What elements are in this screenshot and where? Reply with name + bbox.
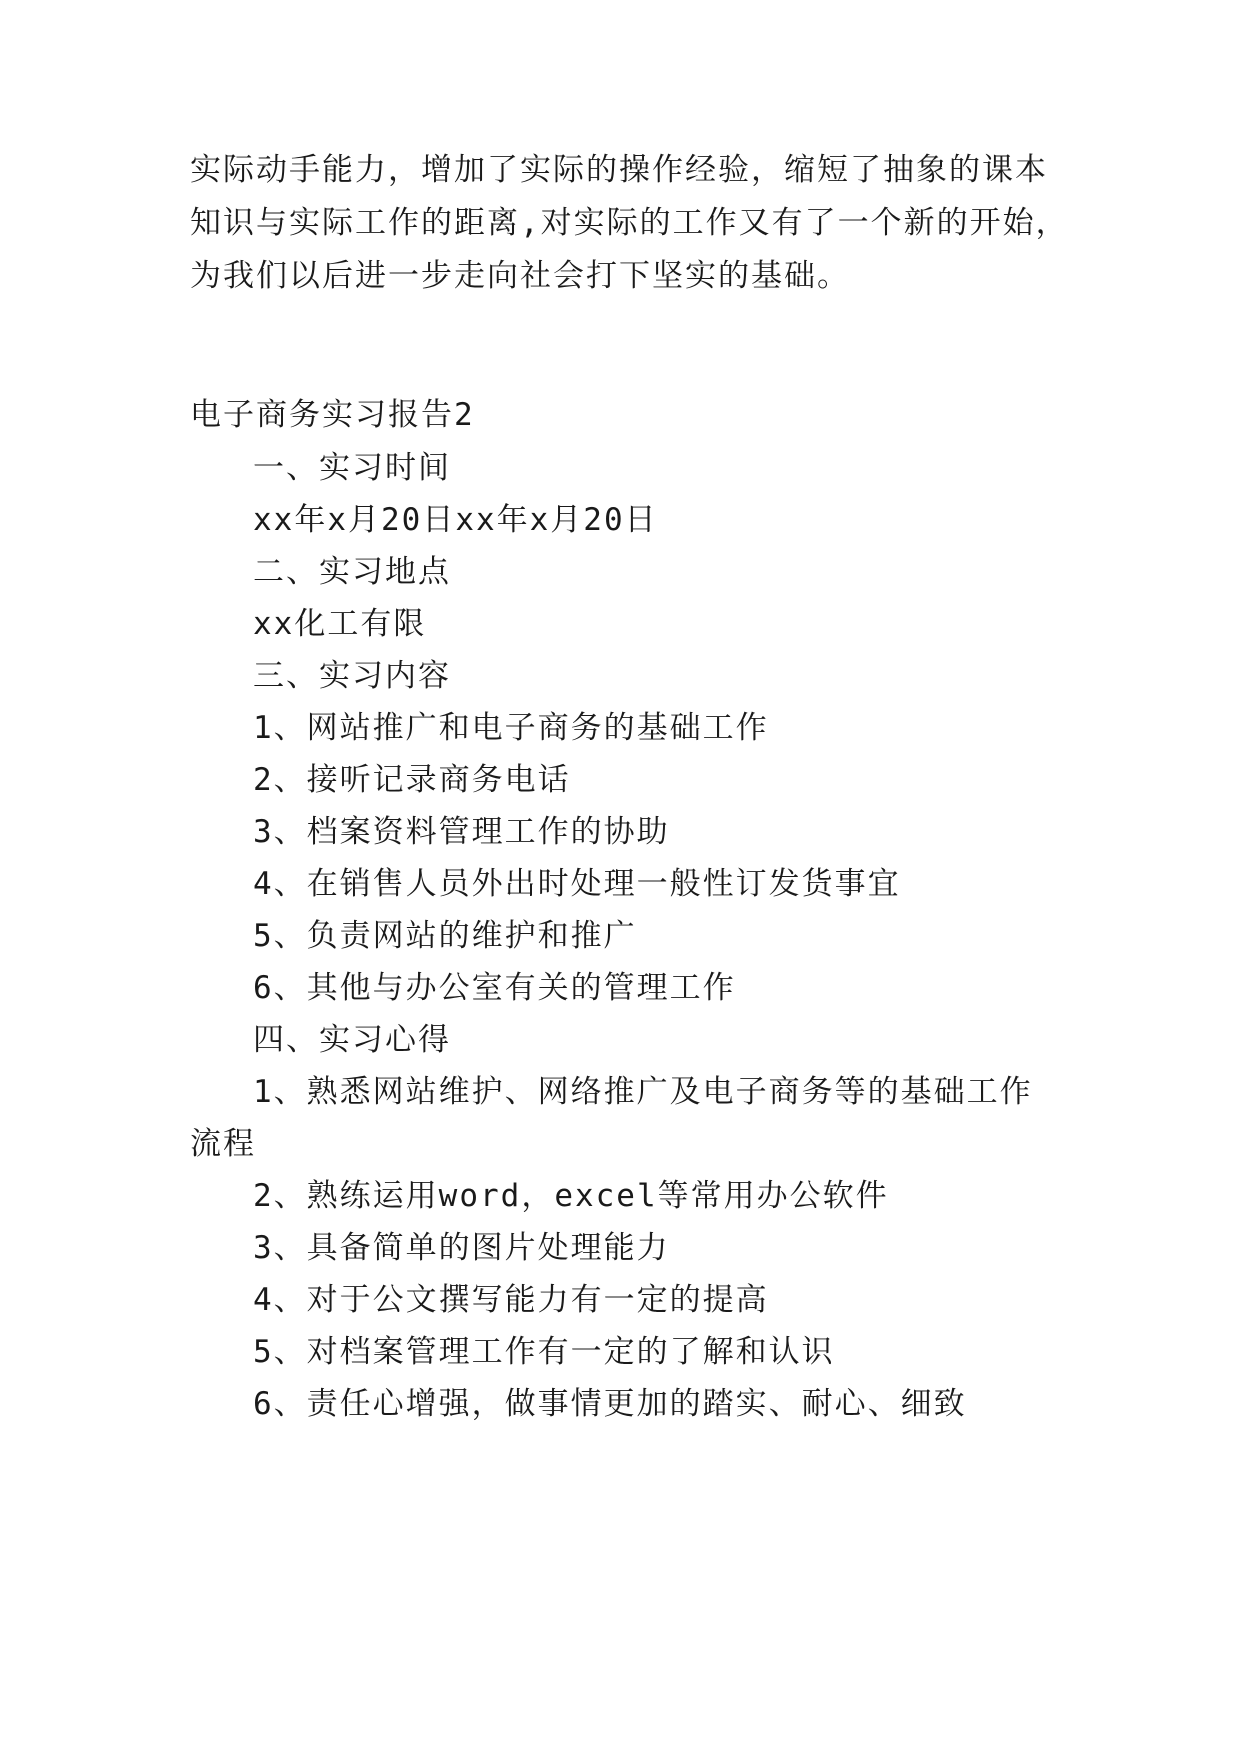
experience-list-item: 5、对档案管理工作有一定的了解和认识 [253,1334,835,1370]
experience-list-item: 2、熟练运用word，excel等常用办公软件 [253,1178,889,1214]
experience-list-item: 1、熟悉网站维护、网络推广及电子商务等的基础工作 [253,1074,1033,1110]
intro-line-1: 实际动手能力，增加了实际的操作经验，缩短了抽象的课本 [190,152,1048,188]
experience-list-item: 4、对于公文撰写能力有一定的提高 [253,1282,769,1318]
content-list-item: 5、负责网站的维护和推广 [253,918,637,954]
content-list-item: 3、档案资料管理工作的协助 [253,814,670,850]
content-list-item: 2、接听记录商务电话 [253,762,571,798]
intro-line-2: 知识与实际工作的距离,对实际的工作又有了一个新的开始， [190,205,1069,241]
content-list-item: 6、其他与办公室有关的管理工作 [253,970,736,1006]
content-list-item: 1、网站推广和电子商务的基础工作 [253,710,769,746]
internship-time-value: xx年x月20日xx年x月20日 [253,502,658,538]
experience-list-item-continuation: 流程 [190,1126,256,1162]
content-list-item: 4、在销售人员外出时处理一般性订发货事宜 [253,866,901,902]
section-heading-experience: 四、实习心得 [253,1022,451,1058]
section-heading-content: 三、实习内容 [253,658,451,694]
section-heading-location: 二、实习地点 [253,554,451,590]
experience-list-item: 3、具备简单的图片处理能力 [253,1230,670,1266]
internship-location-value: xx化工有限 [253,606,427,642]
report-title: 电子商务实习报告2 [190,397,475,433]
experience-list-item: 6、责任心增强，做事情更加的踏实、耐心、细致 [253,1386,967,1422]
intro-line-3: 为我们以后进一步走向社会打下坚实的基础。 [190,258,850,294]
section-heading-time: 一、实习时间 [253,450,451,486]
